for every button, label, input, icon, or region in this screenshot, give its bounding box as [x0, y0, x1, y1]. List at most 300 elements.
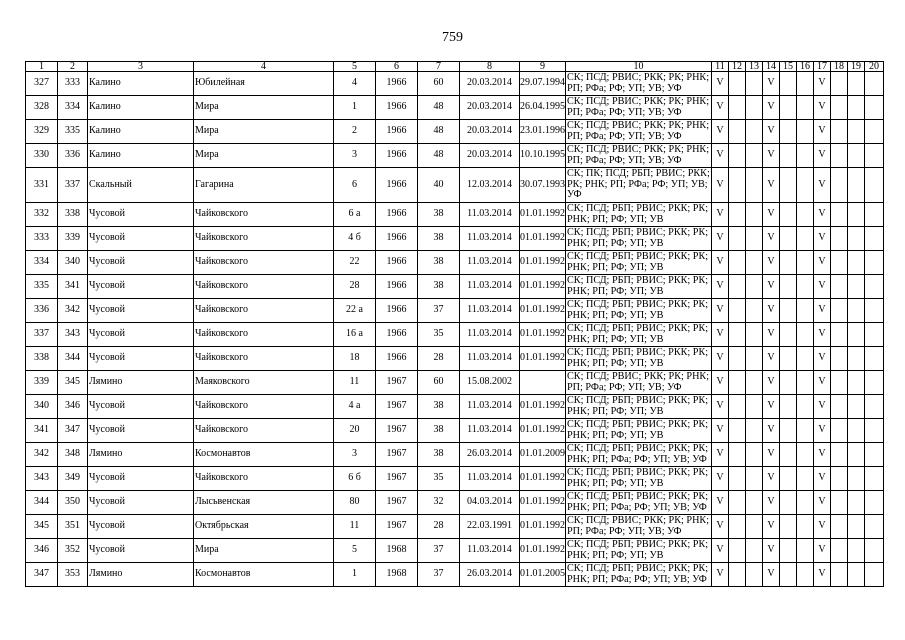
mark-cell	[848, 467, 865, 491]
street-name: Мира	[194, 144, 334, 168]
build-year: 1966	[376, 203, 418, 227]
house-number: 4	[334, 72, 376, 96]
build-year: 1966	[376, 227, 418, 251]
build-year: 1966	[376, 251, 418, 275]
row-number: 341	[26, 419, 58, 443]
house-number: 6 а	[334, 203, 376, 227]
element-codes: СК; ПСД; РВИС; РКК; РК; РНК; РП; РФа; РФ; УП; УВ; УФ	[566, 515, 712, 539]
registration-date: 30.07.1993	[520, 168, 566, 203]
row-number: 342	[26, 443, 58, 467]
settlement-name: Чусовой	[88, 347, 194, 371]
settlement-name: Чусовой	[88, 323, 194, 347]
mark-cell	[746, 251, 763, 275]
mark-cell: V	[814, 371, 831, 395]
table-row	[26, 467, 884, 491]
mark-cell	[865, 72, 884, 96]
inspection-date: 11.03.2014	[460, 227, 520, 251]
row-number: 335	[26, 275, 58, 299]
record-id: 344	[58, 347, 88, 371]
build-year: 1966	[376, 323, 418, 347]
settlement-name: Чусовой	[88, 491, 194, 515]
build-year: 1966	[376, 144, 418, 168]
mark-cell	[729, 467, 746, 491]
table-row	[26, 299, 884, 323]
mark-cell	[746, 72, 763, 96]
mark-cell	[729, 168, 746, 203]
table-row	[26, 251, 884, 275]
mark-cell	[848, 72, 865, 96]
element-codes: СК; ПСД; РВИС; РКК; РК; РНК; РП; РФа; РФ; УП; УВ; УФ	[566, 120, 712, 144]
row-number: 334	[26, 251, 58, 275]
mark-cell: V	[814, 323, 831, 347]
mark-cell	[729, 419, 746, 443]
mark-cell	[848, 227, 865, 251]
mark-cell: V	[814, 539, 831, 563]
element-codes: СК; ПСД; РБП; РВИС; РКК; РК; РНК; РП; РФ; УП; УВ	[566, 347, 712, 371]
mark-cell	[865, 299, 884, 323]
settlement-name: Чусовой	[88, 515, 194, 539]
settlement-name: Скальный	[88, 168, 194, 203]
table-row	[26, 563, 884, 587]
mark-cell: V	[814, 347, 831, 371]
mark-cell	[865, 419, 884, 443]
house-number: 6 б	[334, 467, 376, 491]
mark-cell	[729, 563, 746, 587]
mark-cell	[746, 395, 763, 419]
mark-cell: V	[712, 227, 729, 251]
record-id: 353	[58, 563, 88, 587]
inspection-date: 11.03.2014	[460, 347, 520, 371]
wear-percent: 48	[418, 120, 460, 144]
settlement-name: Калино	[88, 96, 194, 120]
mark-cell	[865, 251, 884, 275]
wear-percent: 48	[418, 96, 460, 120]
mark-cell	[780, 443, 797, 467]
mark-cell	[831, 275, 848, 299]
mark-cell	[848, 539, 865, 563]
mark-cell	[729, 96, 746, 120]
registration-date: 01.01.1992	[520, 323, 566, 347]
inspection-date: 12.03.2014	[460, 168, 520, 203]
inspection-date: 11.03.2014	[460, 203, 520, 227]
inspection-date: 11.03.2014	[460, 539, 520, 563]
table-row	[26, 371, 884, 395]
mark-cell	[797, 144, 814, 168]
mark-cell: V	[814, 227, 831, 251]
mark-cell	[797, 96, 814, 120]
street-name: Лысьвенская	[194, 491, 334, 515]
street-name: Чайковского	[194, 299, 334, 323]
record-id: 340	[58, 251, 88, 275]
mark-cell	[729, 491, 746, 515]
record-id: 338	[58, 203, 88, 227]
record-id: 350	[58, 491, 88, 515]
housing-register-table	[25, 61, 884, 587]
mark-cell	[848, 168, 865, 203]
table-row	[26, 515, 884, 539]
inspection-date: 20.03.2014	[460, 72, 520, 96]
mark-cell	[831, 515, 848, 539]
mark-cell	[831, 120, 848, 144]
column-header: 5	[334, 62, 376, 72]
mark-cell	[865, 275, 884, 299]
element-codes: СК; ПСД; РБП; РВИС; РКК; РК; РНК; РП; РФ; УП; УВ	[566, 203, 712, 227]
mark-cell	[848, 203, 865, 227]
table-row	[26, 419, 884, 443]
house-number: 4 а	[334, 395, 376, 419]
mark-cell	[780, 120, 797, 144]
wear-percent: 35	[418, 467, 460, 491]
mark-cell	[780, 371, 797, 395]
mark-cell	[848, 299, 865, 323]
mark-cell: V	[763, 323, 780, 347]
table-body	[26, 72, 884, 587]
mark-cell	[729, 144, 746, 168]
element-codes: СК; ПСД; РБП; РВИС; РКК; РК; РНК; РП; РФ; УП; УВ	[566, 227, 712, 251]
record-id: 351	[58, 515, 88, 539]
mark-cell	[848, 120, 865, 144]
mark-cell: V	[763, 96, 780, 120]
record-id: 349	[58, 467, 88, 491]
column-header: 2	[58, 62, 88, 72]
mark-cell	[797, 72, 814, 96]
mark-cell	[831, 443, 848, 467]
mark-cell	[831, 203, 848, 227]
inspection-date: 15.08.2002	[460, 371, 520, 395]
mark-cell	[848, 491, 865, 515]
mark-cell	[848, 251, 865, 275]
mark-cell	[746, 371, 763, 395]
street-name: Маяковского	[194, 371, 334, 395]
column-header: 20	[865, 62, 884, 72]
build-year: 1967	[376, 515, 418, 539]
mark-cell: V	[763, 419, 780, 443]
table-row	[26, 539, 884, 563]
house-number: 1	[334, 563, 376, 587]
mark-cell	[797, 275, 814, 299]
street-name: Космонавтов	[194, 563, 334, 587]
house-number: 11	[334, 515, 376, 539]
mark-cell	[746, 467, 763, 491]
mark-cell	[831, 144, 848, 168]
mark-cell: V	[712, 96, 729, 120]
row-number: 339	[26, 371, 58, 395]
house-number: 1	[334, 96, 376, 120]
record-id: 343	[58, 323, 88, 347]
inspection-date: 11.03.2014	[460, 275, 520, 299]
inspection-date: 26.03.2014	[460, 563, 520, 587]
mark-cell: V	[763, 203, 780, 227]
mark-cell	[780, 539, 797, 563]
house-number: 6	[334, 168, 376, 203]
mark-cell	[729, 371, 746, 395]
column-header: 3	[88, 62, 194, 72]
street-name: Чайковского	[194, 323, 334, 347]
row-number: 344	[26, 491, 58, 515]
mark-cell: V	[814, 72, 831, 96]
column-header: 16	[797, 62, 814, 72]
mark-cell: V	[712, 467, 729, 491]
street-name: Юбилейная	[194, 72, 334, 96]
mark-cell	[865, 96, 884, 120]
table-row	[26, 227, 884, 251]
mark-cell	[729, 275, 746, 299]
build-year: 1968	[376, 539, 418, 563]
mark-cell	[865, 395, 884, 419]
mark-cell: V	[763, 72, 780, 96]
table-row	[26, 491, 884, 515]
row-number: 337	[26, 323, 58, 347]
street-name: Чайковского	[194, 467, 334, 491]
registration-date: 29.07.1994	[520, 72, 566, 96]
mark-cell: V	[763, 491, 780, 515]
mark-cell	[780, 144, 797, 168]
element-codes: СК; ПСД; РБП; РВИС; РКК; РК; РНК; РП; РФ; УП; УВ	[566, 395, 712, 419]
settlement-name: Чусовой	[88, 227, 194, 251]
record-id: 347	[58, 419, 88, 443]
table-row	[26, 347, 884, 371]
mark-cell	[780, 72, 797, 96]
element-codes: СК; ПК; ПСД; РБП; РВИС; РКК; РК; РНК; РП; РФа; РФ; УП; УВ; УФ	[566, 168, 712, 203]
mark-cell	[831, 251, 848, 275]
element-codes: СК; ПСД; РБП; РВИС; РКК; РК; РНК; РП; РФ; УП; УВ	[566, 251, 712, 275]
mark-cell	[780, 347, 797, 371]
wear-percent: 28	[418, 515, 460, 539]
mark-cell	[729, 443, 746, 467]
mark-cell	[797, 515, 814, 539]
street-name: Чайковского	[194, 203, 334, 227]
record-id: 352	[58, 539, 88, 563]
mark-cell	[831, 419, 848, 443]
mark-cell	[780, 395, 797, 419]
mark-cell	[797, 299, 814, 323]
settlement-name: Чусовой	[88, 395, 194, 419]
mark-cell	[848, 371, 865, 395]
mark-cell	[831, 491, 848, 515]
mark-cell	[729, 323, 746, 347]
inspection-date: 20.03.2014	[460, 96, 520, 120]
mark-cell	[865, 347, 884, 371]
mark-cell	[780, 251, 797, 275]
wear-percent: 48	[418, 144, 460, 168]
element-codes: СК; ПСД; РБП; РВИС; РКК; РК; РНК; РП; РФа; РФ; УП; УВ; УФ	[566, 563, 712, 587]
mark-cell	[746, 96, 763, 120]
column-header: 11	[712, 62, 729, 72]
build-year: 1967	[376, 395, 418, 419]
record-id: 335	[58, 120, 88, 144]
settlement-name: Чусовой	[88, 467, 194, 491]
column-header: 8	[460, 62, 520, 72]
record-id: 339	[58, 227, 88, 251]
wear-percent: 60	[418, 371, 460, 395]
mark-cell	[831, 227, 848, 251]
mark-cell: V	[712, 251, 729, 275]
street-name: Чайковского	[194, 347, 334, 371]
build-year: 1966	[376, 275, 418, 299]
mark-cell	[797, 203, 814, 227]
registration-date: 01.01.1992	[520, 419, 566, 443]
mark-cell	[848, 323, 865, 347]
house-number: 22 а	[334, 299, 376, 323]
table-row	[26, 275, 884, 299]
mark-cell	[746, 275, 763, 299]
mark-cell	[780, 323, 797, 347]
record-id: 341	[58, 275, 88, 299]
mark-cell	[746, 323, 763, 347]
house-number: 80	[334, 491, 376, 515]
build-year: 1967	[376, 443, 418, 467]
mark-cell	[848, 515, 865, 539]
mark-cell	[865, 515, 884, 539]
street-name: Чайковского	[194, 419, 334, 443]
table-row	[26, 443, 884, 467]
mark-cell: V	[763, 395, 780, 419]
table-row	[26, 144, 884, 168]
mark-cell	[746, 120, 763, 144]
wear-percent: 40	[418, 168, 460, 203]
mark-cell	[729, 72, 746, 96]
mark-cell	[746, 227, 763, 251]
street-name: Гагарина	[194, 168, 334, 203]
registration-date: 01.01.1992	[520, 395, 566, 419]
mark-cell: V	[763, 539, 780, 563]
registration-date: 01.01.1992	[520, 467, 566, 491]
mark-cell	[746, 419, 763, 443]
mark-cell	[729, 251, 746, 275]
mark-cell	[780, 491, 797, 515]
mark-cell: V	[712, 539, 729, 563]
mark-cell	[797, 371, 814, 395]
mark-cell: V	[712, 168, 729, 203]
element-codes: СК; ПСД; РБП; РВИС; РКК; РК; РНК; РП; РФ; УП; УВ	[566, 539, 712, 563]
street-name: Октябрьская	[194, 515, 334, 539]
row-number: 345	[26, 515, 58, 539]
record-id: 345	[58, 371, 88, 395]
registration-date: 01.01.1992	[520, 491, 566, 515]
wear-percent: 38	[418, 395, 460, 419]
column-header: 12	[729, 62, 746, 72]
build-year: 1967	[376, 371, 418, 395]
house-number: 20	[334, 419, 376, 443]
table-row	[26, 96, 884, 120]
record-id: 336	[58, 144, 88, 168]
mark-cell	[865, 491, 884, 515]
settlement-name: Лямино	[88, 563, 194, 587]
mark-cell	[831, 72, 848, 96]
house-number: 28	[334, 275, 376, 299]
settlement-name: Чусовой	[88, 275, 194, 299]
column-header: 17	[814, 62, 831, 72]
table-row	[26, 323, 884, 347]
house-number: 3	[334, 443, 376, 467]
mark-cell	[797, 491, 814, 515]
inspection-date: 22.03.1991	[460, 515, 520, 539]
build-year: 1967	[376, 419, 418, 443]
mark-cell: V	[763, 168, 780, 203]
registration-date: 23.01.1996	[520, 120, 566, 144]
inspection-date: 26.03.2014	[460, 443, 520, 467]
street-name: Мира	[194, 96, 334, 120]
mark-cell: V	[763, 443, 780, 467]
mark-cell: V	[712, 275, 729, 299]
street-name: Чайковского	[194, 227, 334, 251]
page-number: 759	[442, 30, 463, 45]
row-number: 330	[26, 144, 58, 168]
mark-cell: V	[814, 96, 831, 120]
element-codes: СК; ПСД; РБП; РВИС; РКК; РК; РНК; РП; РФа; РФ; УП; УВ; УФ	[566, 491, 712, 515]
mark-cell	[780, 275, 797, 299]
row-number: 327	[26, 72, 58, 96]
settlement-name: Лямино	[88, 371, 194, 395]
mark-cell	[797, 563, 814, 587]
registration-date: 01.01.1992	[520, 539, 566, 563]
wear-percent: 32	[418, 491, 460, 515]
mark-cell	[746, 299, 763, 323]
mark-cell	[729, 539, 746, 563]
mark-cell	[865, 323, 884, 347]
street-name: Мира	[194, 539, 334, 563]
mark-cell	[729, 203, 746, 227]
registration-date	[520, 371, 566, 395]
registration-date: 01.01.1992	[520, 275, 566, 299]
registration-date: 01.01.1992	[520, 203, 566, 227]
mark-cell: V	[814, 515, 831, 539]
mark-cell	[848, 443, 865, 467]
house-number: 16 а	[334, 323, 376, 347]
mark-cell: V	[712, 144, 729, 168]
mark-cell	[831, 347, 848, 371]
column-header: 14	[763, 62, 780, 72]
house-number: 3	[334, 144, 376, 168]
mark-cell	[865, 203, 884, 227]
wear-percent: 60	[418, 72, 460, 96]
row-number: 338	[26, 347, 58, 371]
mark-cell	[848, 419, 865, 443]
mark-cell: V	[712, 203, 729, 227]
inspection-date: 11.03.2014	[460, 299, 520, 323]
column-header: 15	[780, 62, 797, 72]
mark-cell: V	[712, 419, 729, 443]
wear-percent: 38	[418, 203, 460, 227]
mark-cell	[780, 96, 797, 120]
row-number: 346	[26, 539, 58, 563]
wear-percent: 38	[418, 275, 460, 299]
row-number: 340	[26, 395, 58, 419]
wear-percent: 38	[418, 227, 460, 251]
record-id: 334	[58, 96, 88, 120]
mark-cell: V	[814, 443, 831, 467]
mark-cell: V	[763, 275, 780, 299]
inspection-date: 04.03.2014	[460, 491, 520, 515]
mark-cell	[797, 251, 814, 275]
registration-date: 01.01.1992	[520, 251, 566, 275]
table-row	[26, 120, 884, 144]
wear-percent: 28	[418, 347, 460, 371]
mark-cell: V	[712, 443, 729, 467]
column-header: 7	[418, 62, 460, 72]
row-number: 329	[26, 120, 58, 144]
inspection-date: 20.03.2014	[460, 120, 520, 144]
mark-cell	[729, 515, 746, 539]
column-header: 6	[376, 62, 418, 72]
settlement-name: Лямино	[88, 443, 194, 467]
element-codes: СК; ПСД; РБП; РВИС; РКК; РК; РНК; РП; РФ; УП; УВ	[566, 419, 712, 443]
registration-date: 10.10.1995	[520, 144, 566, 168]
wear-percent: 38	[418, 419, 460, 443]
mark-cell: V	[814, 491, 831, 515]
mark-cell	[865, 443, 884, 467]
mark-cell	[865, 227, 884, 251]
